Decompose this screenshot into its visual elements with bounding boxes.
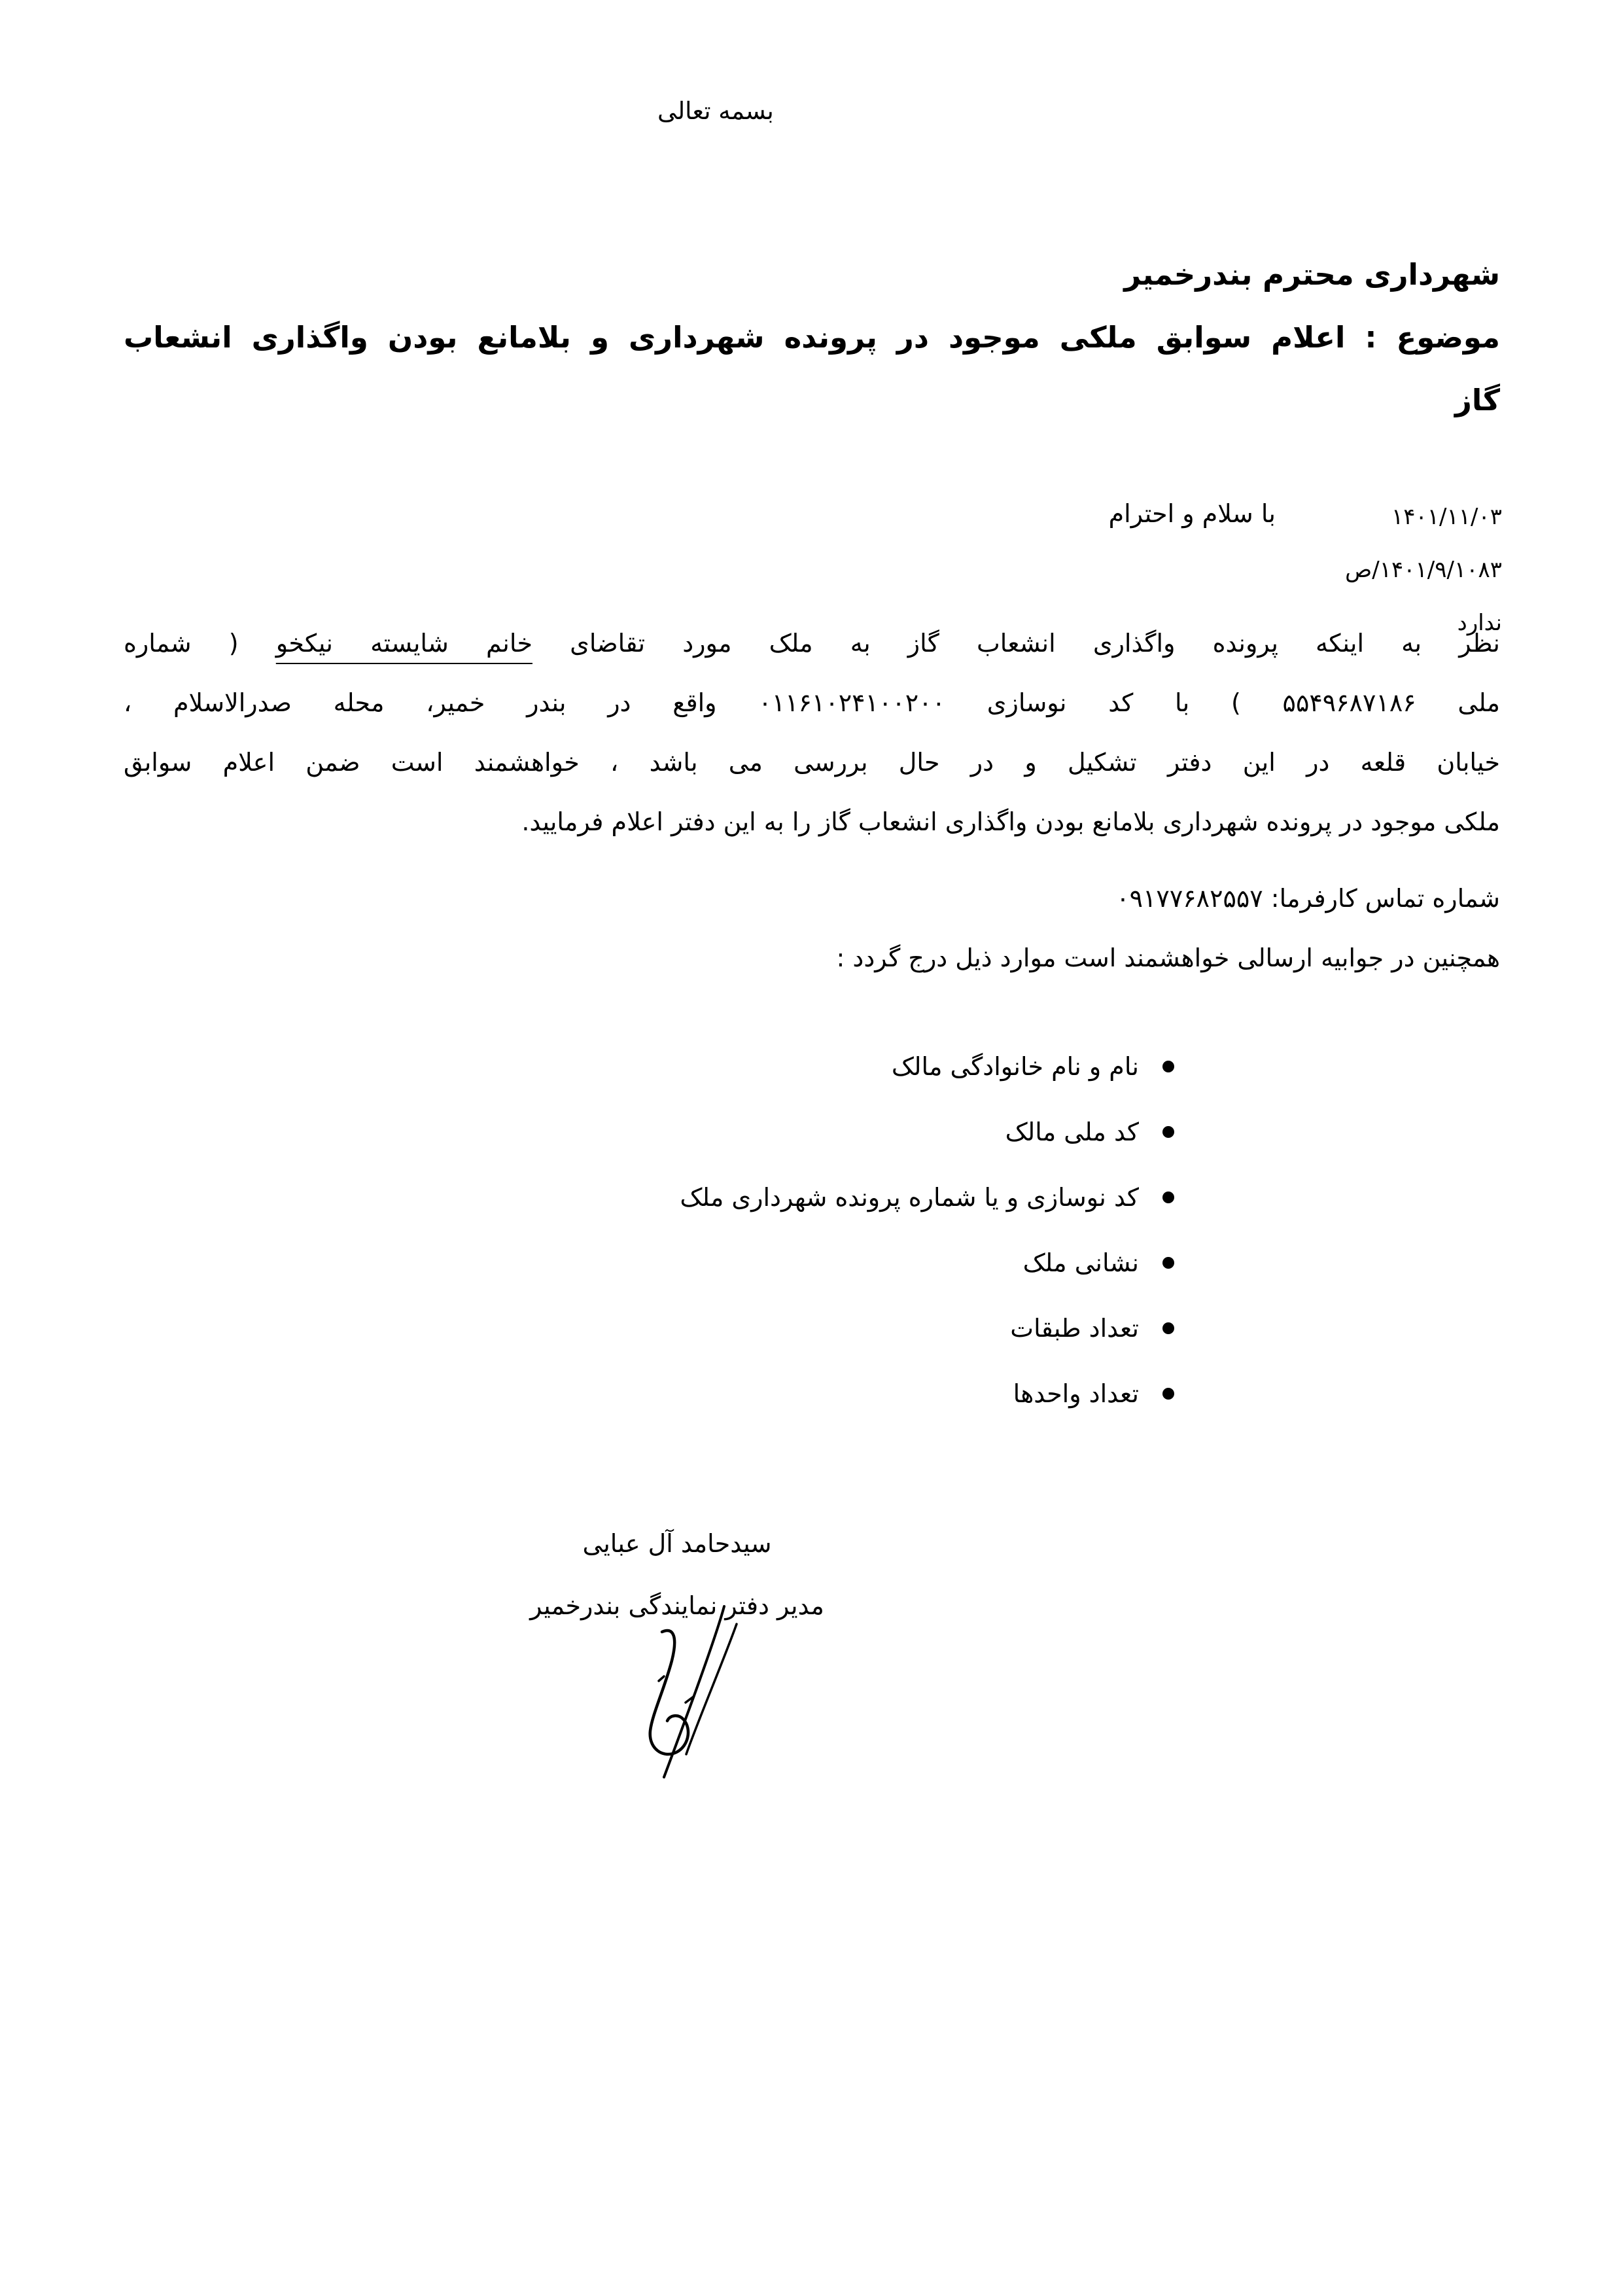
bullet-icon xyxy=(1162,1126,1174,1138)
list-item-label: تعداد طبقات xyxy=(1010,1314,1139,1343)
letter-date: ۱۴۰۱/۱۱/۰۳ xyxy=(1391,504,1502,530)
letter-body xyxy=(124,614,1500,988)
list-item xyxy=(680,1099,1174,1165)
list-item xyxy=(680,1034,1174,1099)
body-line-1-post: ( شماره xyxy=(124,629,239,658)
letter-header xyxy=(124,243,1500,432)
bullet-icon xyxy=(1162,1388,1174,1400)
body-line-3: خیابان قلعه در این دفتر تشکیل و در حال بررسی می باشد ، خواهشمند است ضمن اعلام سوابق xyxy=(124,748,1500,777)
signature-flourish xyxy=(623,1604,747,1781)
letter-number: ۱۴۰۱/۹/۱۰۸۳/ص xyxy=(1345,557,1502,583)
list-item-label: تعداد واحدها xyxy=(1013,1379,1139,1408)
body-line-4: ملکی موجود در پرونده شهرداری بلامانع بودن واگذاری انشعاب گاز را به این دفتر اعلام فرمایید. xyxy=(521,807,1500,836)
list-item xyxy=(680,1230,1174,1296)
contact-line: شماره تماس کارفرما: ۰۹۱۷۷۶۸۲۵۵۷ xyxy=(1116,884,1500,913)
list-item xyxy=(680,1296,1174,1361)
signer-name: سیدحامد آل عبایی xyxy=(582,1529,772,1558)
body-line-2: ملی ۵۵۴۹۶۸۷۱۸۶ ) با کد نوسازی ۰۱۱۶۱۰۲۴۱۰۰۲۰۰ واقع در بندر خمیر، محله صدرالاسلام ، xyxy=(124,688,1501,717)
required-items-list xyxy=(680,1034,1174,1426)
request-line: همچنین در جوابیه ارسالی خواهشمند است موارد ذیل درج گردد : xyxy=(836,944,1500,972)
body-line-1-pre: نظر به اینکه پرونده واگذاری انشعاب گاز به ملک مورد تقاضای xyxy=(570,629,1500,658)
list-item-label: کد نوسازی و یا شماره پرونده شهرداری ملک xyxy=(680,1183,1139,1212)
list-item-label: نام و نام خانوادگی مالک xyxy=(891,1052,1139,1081)
signer-title: مدیر دفتر نمایندگی بندرخمیر xyxy=(530,1591,824,1620)
list-item-label: نشانی ملک xyxy=(1022,1248,1139,1277)
bismillah-header: بسمه تعالی xyxy=(657,97,774,125)
body-line-1 xyxy=(124,614,1500,673)
greeting-line: با سلام و احترام xyxy=(1108,499,1276,528)
bullet-icon xyxy=(1162,1257,1174,1269)
list-item xyxy=(680,1361,1174,1426)
bullet-icon xyxy=(1162,1061,1174,1072)
bullet-icon xyxy=(1162,1192,1174,1203)
list-item-label: کد ملی مالک xyxy=(1005,1118,1139,1146)
applicant-name: خانم شایسته نیکخو xyxy=(275,629,532,658)
recipient-line: شهرداری محترم بندرخمیر xyxy=(1124,257,1500,292)
subject-line-1: موضوع : اعلام سوابق ملکی موجود در پرونده شهرداری و بلامانع بودن واگذاری انشعاب xyxy=(124,320,1500,355)
subject-line-2: گاز xyxy=(1455,383,1500,417)
letter-attachment: ندارد xyxy=(1457,610,1502,636)
list-item xyxy=(680,1165,1174,1230)
bullet-icon xyxy=(1162,1322,1174,1334)
